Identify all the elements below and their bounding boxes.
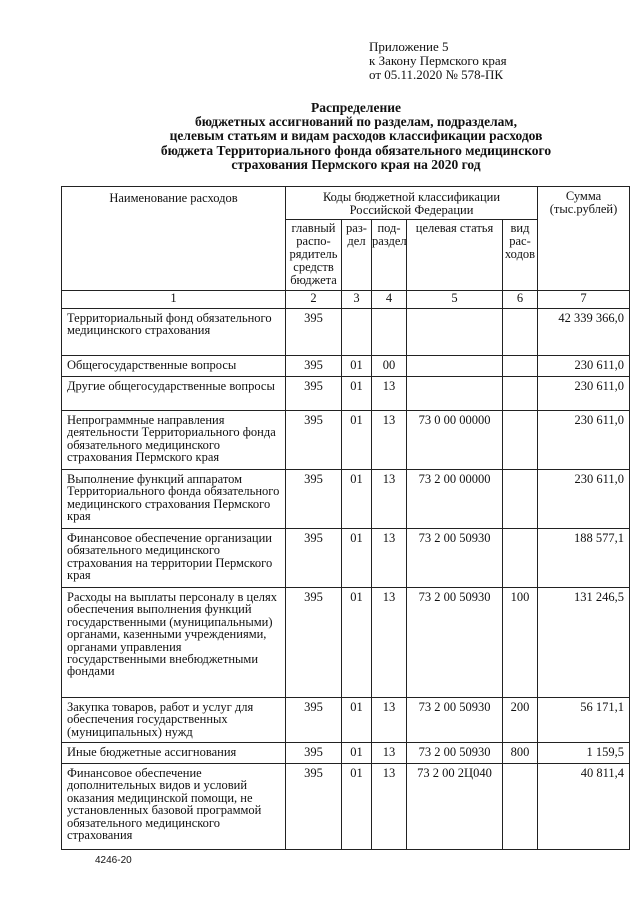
row-gr: 395	[286, 698, 342, 743]
table-row	[62, 377, 630, 411]
row-cs: 73 2 00 50930	[407, 743, 503, 764]
column-number: 2	[286, 291, 342, 309]
row-pr: 13	[372, 411, 407, 470]
row-name: Иные бюджетные ассигнования	[62, 743, 286, 764]
column-number: 7	[538, 291, 630, 309]
row-vr: 800	[503, 743, 538, 764]
column-number: 4	[372, 291, 407, 309]
appendix-line: к Закону Пермского края	[369, 53, 507, 68]
table-row	[62, 743, 630, 764]
row-vr	[503, 764, 538, 850]
row-sum: 230 611,0	[538, 356, 630, 377]
row-cs	[407, 309, 503, 356]
row-rz: 01	[342, 764, 372, 850]
header-name: Наименование расходов	[62, 187, 286, 291]
row-vr	[503, 470, 538, 529]
table-row	[62, 411, 630, 470]
row-pr: 13	[372, 698, 407, 743]
row-sum: 131 246,5	[538, 588, 630, 698]
row-sum: 40 811,4	[538, 764, 630, 850]
row-cs	[407, 356, 503, 377]
row-cs: 73 2 00 50930	[407, 698, 503, 743]
row-name: Непрограммные направления деятельности Территориального фонда обязательного медицинского страхования Пермского края	[62, 411, 286, 470]
footer-code: 4246-20	[95, 855, 132, 866]
table-row	[62, 356, 630, 377]
row-sum: 42 339 366,0	[538, 309, 630, 356]
row-gr: 395	[286, 377, 342, 411]
table-row	[62, 764, 630, 850]
row-sum: 56 171,1	[538, 698, 630, 743]
row-name: Финансовое обеспечение дополнительных видов и условий оказания медицинской помощи, не установленных базовой программой обязательного медицинского страхования	[62, 764, 286, 850]
row-name: Закупка товаров, работ и услуг для обеспечения государственных (муниципальных) нужд	[62, 698, 286, 743]
table-row	[62, 470, 630, 529]
row-pr: 00	[372, 356, 407, 377]
row-cs: 73 2 00 50930	[407, 588, 503, 698]
row-cs: 73 0 00 00000	[407, 411, 503, 470]
row-cs: 73 2 00 50930	[407, 529, 503, 588]
row-sum: 230 611,0	[538, 377, 630, 411]
row-pr: 13	[372, 743, 407, 764]
row-gr: 395	[286, 529, 342, 588]
row-sum: 230 611,0	[538, 411, 630, 470]
row-gr: 395	[286, 764, 342, 850]
document-title	[100, 101, 612, 172]
row-vr	[503, 529, 538, 588]
row-vr	[503, 356, 538, 377]
row-vr	[503, 377, 538, 411]
row-vr: 100	[503, 588, 538, 698]
row-rz: 01	[342, 698, 372, 743]
row-pr: 13	[372, 470, 407, 529]
appendix-note	[369, 40, 507, 82]
row-name: Территориальный фонд обязательного медицинского страхования	[62, 309, 286, 356]
appendix-line: Приложение 5	[369, 39, 449, 54]
row-vr: 200	[503, 698, 538, 743]
header-vr: вид рас-ходов	[503, 220, 538, 291]
row-pr: 13	[372, 588, 407, 698]
row-gr: 395	[286, 743, 342, 764]
row-rz: 01	[342, 743, 372, 764]
row-name: Финансовое обеспечение организации обязательного медицинского страхования на территории Пермского края	[62, 529, 286, 588]
row-name: Общегосударственные вопросы	[62, 356, 286, 377]
row-gr: 395	[286, 470, 342, 529]
row-pr	[372, 309, 407, 356]
row-name: Другие общегосударственные вопросы	[62, 377, 286, 411]
column-number: 6	[503, 291, 538, 309]
row-sum: 188 577,1	[538, 529, 630, 588]
row-rz: 01	[342, 588, 372, 698]
row-pr: 13	[372, 764, 407, 850]
header-sum: Сумма (тыс.рублей)	[538, 187, 630, 291]
row-gr: 395	[286, 309, 342, 356]
column-number: 3	[342, 291, 372, 309]
title-line: Распределение	[310, 100, 402, 115]
table-row	[62, 309, 630, 356]
row-cs	[407, 377, 503, 411]
row-rz	[342, 309, 372, 356]
appendix-line: от 05.11.2020 № 578-ПК	[369, 67, 504, 82]
title-line: бюджетных ассигнований по разделам, подразделам,	[195, 114, 517, 130]
title-line: целевым статьям и видам расходов классификации расходов	[169, 128, 543, 144]
row-sum: 1 159,5	[538, 743, 630, 764]
row-vr	[503, 411, 538, 470]
row-name: Расходы на выплаты персоналу в целях обеспечения выполнения функций государственными (муниципальными) органами, казенными учреждениями, органами управления государственными внебюджетными фондами	[62, 588, 286, 698]
row-rz: 01	[342, 411, 372, 470]
row-cs: 73 2 00 2Ц040	[407, 764, 503, 850]
row-name: Выполнение функций аппаратом Территориального фонда обязательного медицинского страхования Пермского края	[62, 470, 286, 529]
row-gr: 395	[286, 411, 342, 470]
header-gr: главный распо-рядитель средств бюджета	[286, 220, 342, 291]
header-podrazdel: под-раздел	[372, 220, 407, 291]
header-razdel: раз-дел	[342, 220, 372, 291]
row-rz: 01	[342, 529, 372, 588]
header-cs: целевая статья	[407, 220, 503, 291]
title-line: бюджета Территориального фонда обязательного медицинского	[160, 142, 552, 158]
column-number: 1	[62, 291, 286, 309]
column-number: 5	[407, 291, 503, 309]
row-gr: 395	[286, 356, 342, 377]
row-sum: 230 611,0	[538, 470, 630, 529]
table-row	[62, 529, 630, 588]
row-pr: 13	[372, 529, 407, 588]
row-cs: 73 2 00 00000	[407, 470, 503, 529]
title-line: страхования Пермского края на 2020 год	[231, 156, 481, 172]
table-row	[62, 698, 630, 743]
row-rz: 01	[342, 470, 372, 529]
budget-table	[61, 186, 630, 850]
table-row	[62, 588, 630, 698]
header-codes: Коды бюджетной классификации Российской Федерации	[286, 187, 538, 220]
row-rz: 01	[342, 356, 372, 377]
row-pr: 13	[372, 377, 407, 411]
row-vr	[503, 309, 538, 356]
row-gr: 395	[286, 588, 342, 698]
row-rz: 01	[342, 377, 372, 411]
